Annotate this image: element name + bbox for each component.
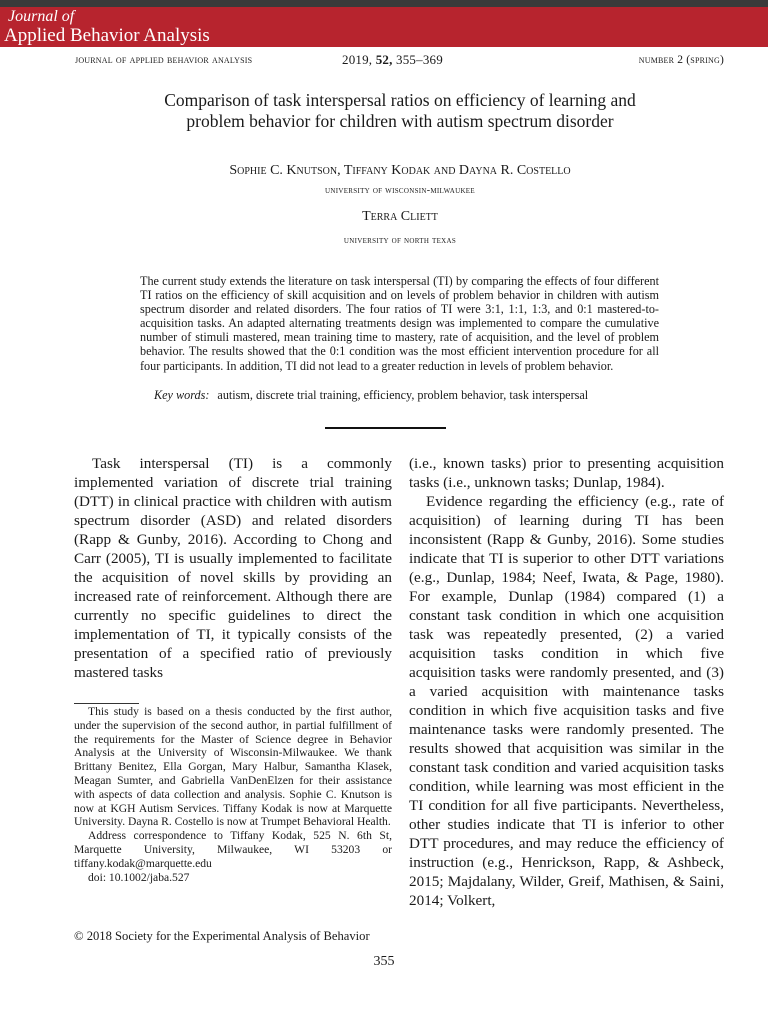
- journal-logo-line1: Journal of: [8, 8, 75, 25]
- keywords-label: Key words:: [154, 388, 210, 402]
- footnote-correspondence: Address correspondence to Tiffany Kodak, 525 N. 6th St, Marquette University, Milwaukee, WI 53203 or tiffany.kodak@marquette.edu: [74, 829, 392, 870]
- abstract: The current study extends the literature on task interspersal (TI) by comparing the effects of four different TI ratios on the efficiency of skill acquisition and on levels of problem behavior in children with autism spectrum disorder and related disorders. The four ratios of TI were 3:1, 1:1, 1:3, and 0:1 mastered-to-acquisition tasks. An adapted alternating treatments design was implemented to compare the cumulative number of stimuli mastered, mean training time to mastery, rate of acquisition, and the level of problem behavior. The results showed that the 0:1 condition was the most efficient intervention procedure for all four participants. In addition, TI did not lead to a greater reduction in levels of problem behavior.: [140, 274, 659, 373]
- journal-logo-line2: Applied Behavior Analysis: [4, 25, 210, 46]
- running-head-citation: [342, 52, 443, 68]
- running-head-journal: journal of applied behavior analysis: [75, 54, 253, 66]
- paragraph-evidence: Evidence regarding the efficiency (e.g., rate of acquisition) of learning during TI has been inconsistent (Rapp & Gunby, 2016). Some studies indicate that TI is superior to other DTT variations (e.g., Dunlap, 1984; Neef, Iwata, & Page, 1980). For example, Dunlap (1984) compared (1) a constant task condition in which one acquisition task was repeatedly presented, (2) a varied acquisition tasks condition in which five acquisition tasks were randomly presented, and (3) a varied acquisition with maintenance tasks condition in which five acquisition tasks and five maintenance tasks were randomly presented. The results showed that acquisition was similar in the constant task condition and varied acquisition tasks condition, while learning was most efficient in the TI condition for all five participants. Nevertheless, other studies indicate that TI is inferior to other DTT procedures, and may reduce the efficiency of instruction (e.g., Henrickson, Rapp, & Ashbeck, 2015; Majdalany, Wilder, Greif, Mathisen, & Saini, 2014; Volkert,: [409, 493, 724, 909]
- page-number: 355: [373, 954, 395, 969]
- page-range: 355–369: [396, 52, 443, 67]
- keywords-list: autism, discrete trial training, efficiency, problem behavior, task interspersal: [217, 388, 589, 402]
- footnote-doi: doi: 10.1002/jaba.527: [88, 870, 190, 884]
- footnote-acknowledgment: This study is based on a thesis conducted by the first author, under the supervision of the second author, in partial fulfillment of the requirements for the Master of Science degree in Behavior Analysis at the University of Wisconsin-Milwaukee. We thank Brittany Benitez, Ella Gorgan, Mary Halbur, Samantha Klasek, Meagan Sumter, and Gabriella VanDenElzen for their assistance with aspects of data collection and analysis. Sophie C. Knutson is now at KGH Autism Services. Tiffany Kodak is now at Marquette University. Dayna R. Costello is now at Trumpet Behavioral Health.: [74, 705, 392, 829]
- article-title: Comparison of task interspersal ratios on efficiency of learning and problem behavior for children with autism spectrum disorder: [164, 90, 636, 131]
- section-divider: [325, 427, 446, 429]
- year: 2019,: [342, 52, 373, 67]
- footnote: [74, 705, 392, 884]
- copyright: © 2018 Society for the Experimental Analysis of Behavior: [74, 929, 370, 943]
- volume: 52,: [375, 52, 393, 67]
- author-list: Sophie C. Knutson, Tiffany Kodak and Dayna R. Costello: [229, 163, 571, 178]
- affiliation-2: university of north texas: [343, 235, 457, 246]
- body-column-right: [409, 454, 724, 910]
- author-2: Terra Cliett: [362, 209, 438, 224]
- running-head-issue: number 2 (spring): [638, 54, 724, 66]
- footnote-rule: [74, 703, 139, 704]
- affiliation-1: university of wisconsin-milwaukee: [325, 185, 475, 196]
- keywords: [154, 388, 588, 403]
- top-dark-bar: [0, 0, 768, 7]
- body-column-left: Task interspersal (TI) is a commonly implemented variation of discrete trial training (DTT) in clinical practice with children with autism spectrum disorder (ASD) and related disorders (Rapp & Gunby, 2016). According to Chong and Carr (2005), TI is usually implemented to facilitate the acquisition of novel skills by providing an increased rate of reinforcement. Although there are currently no specific guidelines to direct the implementation of TI, it typically consists of the presentation of a specified ratio of previously mastered tasks: [74, 455, 392, 681]
- journal-banner: [0, 7, 768, 47]
- paragraph-continued: (i.e., known tasks) prior to presenting acquisition tasks (i.e., unknown tasks; Dunlap, 1984).: [409, 455, 724, 491]
